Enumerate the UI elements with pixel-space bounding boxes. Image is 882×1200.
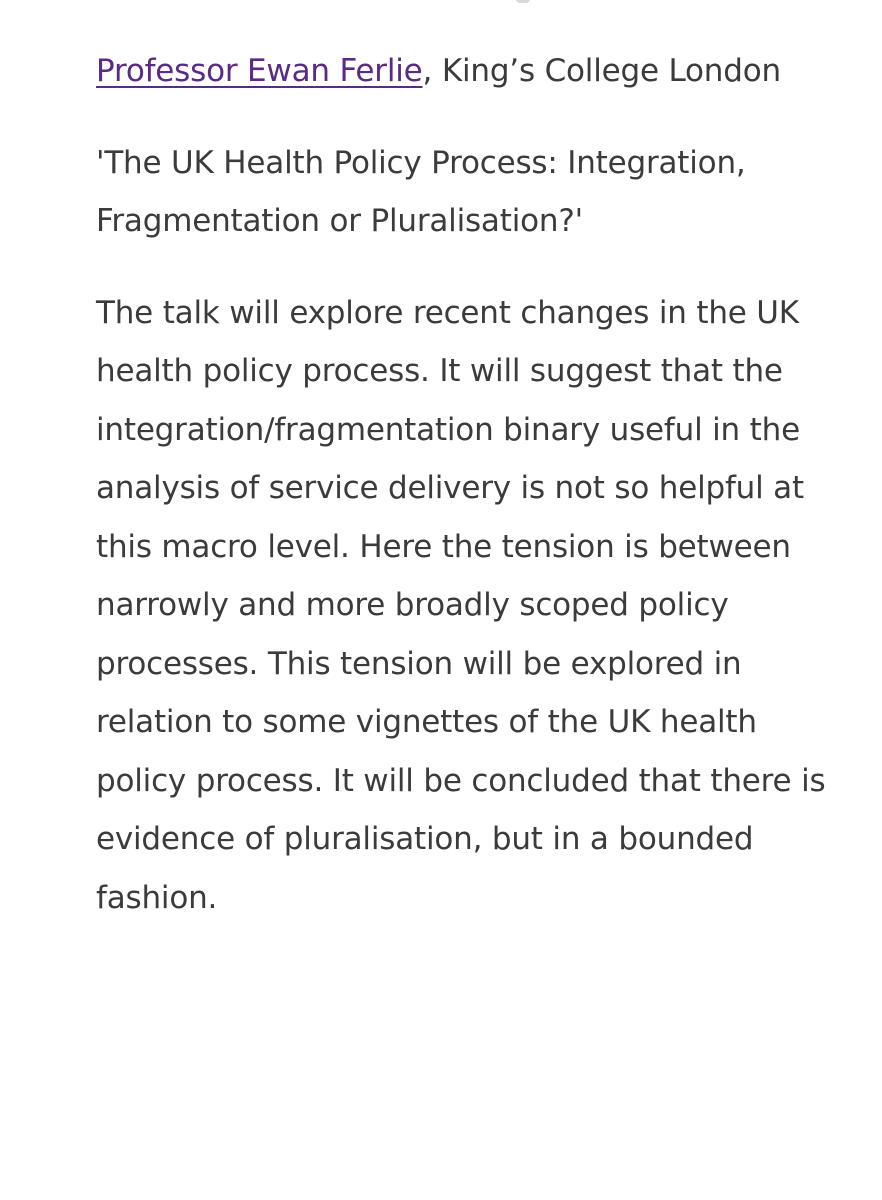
speaker-affiliation: , King’s College London bbox=[422, 53, 781, 89]
cropped-element-fragment bbox=[516, 0, 530, 3]
speaker-name-link[interactable]: Professor Ewan Ferlie bbox=[96, 53, 423, 89]
event-description bbox=[96, 42, 836, 927]
speaker-line bbox=[96, 42, 836, 101]
talk-abstract: The talk will explore recent changes in the UK health policy process. It will suggest that the integration/fragmentation binary useful in the analysis of service delivery is not so helpful at this macro level. Here the tension is between narrowly and more broadly scoped policy processes. This tension will be explored in relation to some vignettes of the UK health policy process. It will be concluded that there is evidence of pluralisation, but in a bounded fashion. bbox=[96, 294, 826, 916]
top-edge bbox=[0, 0, 882, 4]
talk-title: 'The UK Health Policy Process: Integration, Fragmentation or Pluralisation?' bbox=[96, 144, 746, 239]
